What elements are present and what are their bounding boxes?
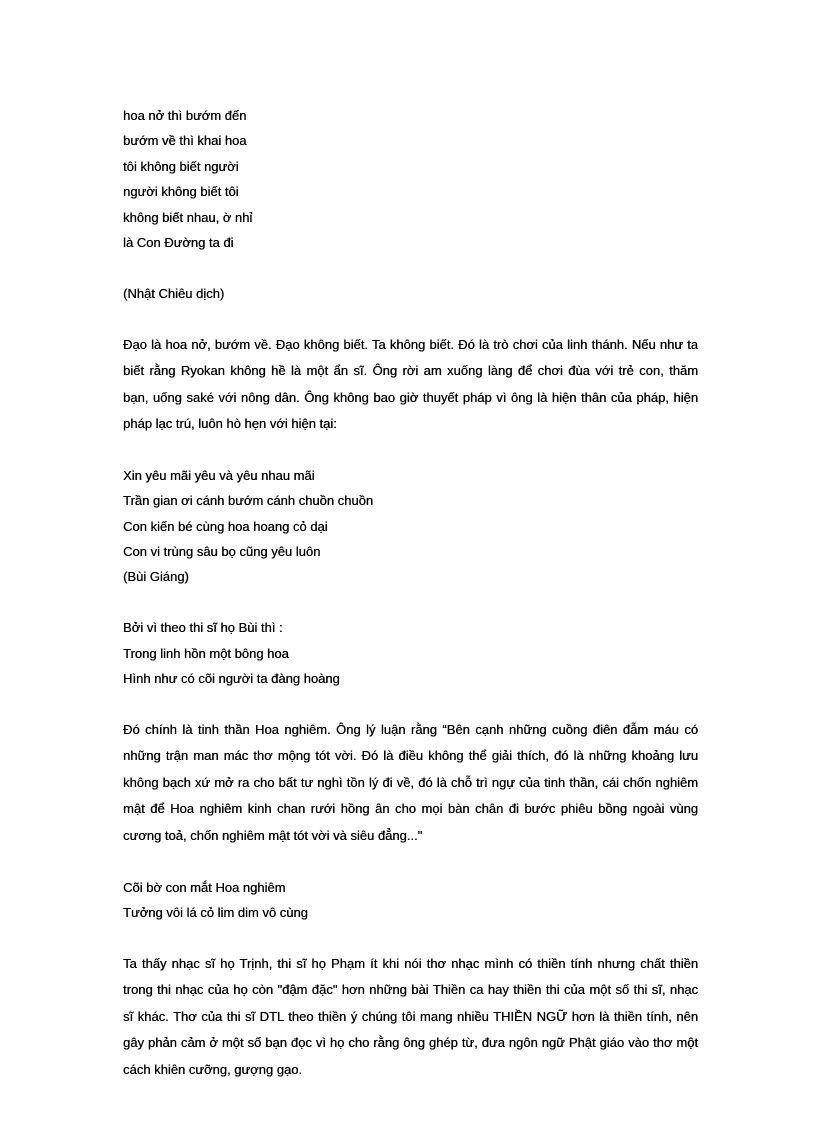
poem-con-mat — [123, 875, 698, 926]
poem-line: hoa nở thì bướm đến — [123, 108, 247, 123]
poem-line: Cõi bờ con mắt Hoa nghiêm — [123, 879, 286, 895]
paragraph-line: biết rằng Ryokan không hề là một ẩn sĩ. Ông rời am xuống làng để chơi đùa với trẻ con, thăm — [123, 363, 698, 379]
paragraph-line: trong thi nhạc của họ còn "đậm đặc" hơn những bài Thiền ca hay thiền thi của một số thi sĩ, nhạc — [123, 982, 698, 998]
paragraph-line: những trận man mác thơ mộng tót vời. Đó là điều không thể giải thích, đó là những khoảng lưu — [123, 748, 698, 764]
poem-line: Tưởng vôi lá cỏ lim dim vô cùng — [123, 905, 308, 921]
poem-line: Con vi trùng sâu bọ cũng yêu luôn — [123, 544, 321, 560]
poem-bong-hoa — [123, 615, 698, 691]
paragraph-dao — [123, 332, 698, 438]
paragraph-line: Đó chính là tinh thần Hoa nghiêm. Ông lý luận rằng “Bên cạnh những cuồng điên đẫm máu có — [123, 721, 698, 737]
paragraph-line: cương toả, chốn nghiêm mật tót vời và siêu đẳng..." — [123, 827, 423, 843]
poem-line: Hình như có cõi người ta đàng hoàng — [123, 671, 340, 687]
page-content — [123, 103, 698, 1083]
paragraph-line: mật để Hoa nghiêm kinh chan rưới hồng ân cho mọi bàn chân đi bước phiêu bồng ngoài vùng — [123, 801, 698, 817]
poem-bui-giang — [123, 463, 698, 590]
paragraph-line: cách khiên cưỡng, gượng gạo. — [123, 1061, 303, 1077]
paragraph-hoa-nghiem — [123, 717, 698, 850]
poem-line: Xin yêu mãi yêu và yêu nhau mãi — [123, 467, 315, 483]
paragraph-line: gây phản cảm ở một số bạn đọc vì họ cho rằng ông ghép từ, đưa ngôn ngữ Phật giáo vào thơ một — [123, 1035, 698, 1051]
poem-ryokan — [123, 103, 698, 306]
poem-line: Trần gian ơi cánh bướm cánh chuồn chuồn — [123, 493, 374, 509]
poem-line: Bởi vì theo thi sĩ họ Bùi thì : — [123, 620, 283, 636]
poem-credit: (Nhật Chiêu dịch) — [123, 285, 225, 301]
poem-line: là Con Đường ta đi — [123, 234, 234, 250]
poem-line: bướm về thì khai hoa — [123, 133, 247, 149]
paragraph-line: Ta thấy nhạc sĩ họ Trịnh, thi sĩ họ Phạm ít khi nói thơ nhạc mình có thiền tính nhưng chất thiền — [123, 955, 698, 971]
poem-credit: (Bùi Giáng) — [123, 569, 189, 585]
paragraph-line: bạn, uống saké với nông dân. Ông không bao giờ thuyết pháp vì ông là hiện thân của pháp, hiện — [123, 389, 698, 405]
paragraph-line: sĩ khác. Thơ của thi sĩ DTL theo thiền ý chúng tôi mang nhiều THIỀN NGỮ hơn là thiền tính, nên — [123, 1008, 698, 1024]
poem-line: người không biết tôi — [123, 184, 239, 200]
poem-line: Trong linh hồn một bông hoa — [123, 645, 289, 661]
paragraph-line: Đạo là hoa nở, bướm về. Đạo không biết. Ta không biết. Đó là trò chơi của linh thánh. Nếu như ta — [123, 336, 698, 352]
paragraph-thien-tinh — [123, 951, 698, 1084]
poem-line: không biết nhau, ờ nhỉ — [123, 209, 253, 225]
paragraph-line: pháp lạc trú, luôn hò hẹn với hiện tại: — [123, 416, 337, 432]
paragraph-line: không bạch xứ mở ra cho bất tư nghì tồn lý đi về, đó là chỗ trì ngự của tinh thần, cái chốn nghiêm — [123, 774, 698, 790]
poem-line: tôi không biết người — [123, 158, 239, 174]
poem-line: Con kiến bé cùng hoa hoang cỏ dại — [123, 518, 328, 534]
